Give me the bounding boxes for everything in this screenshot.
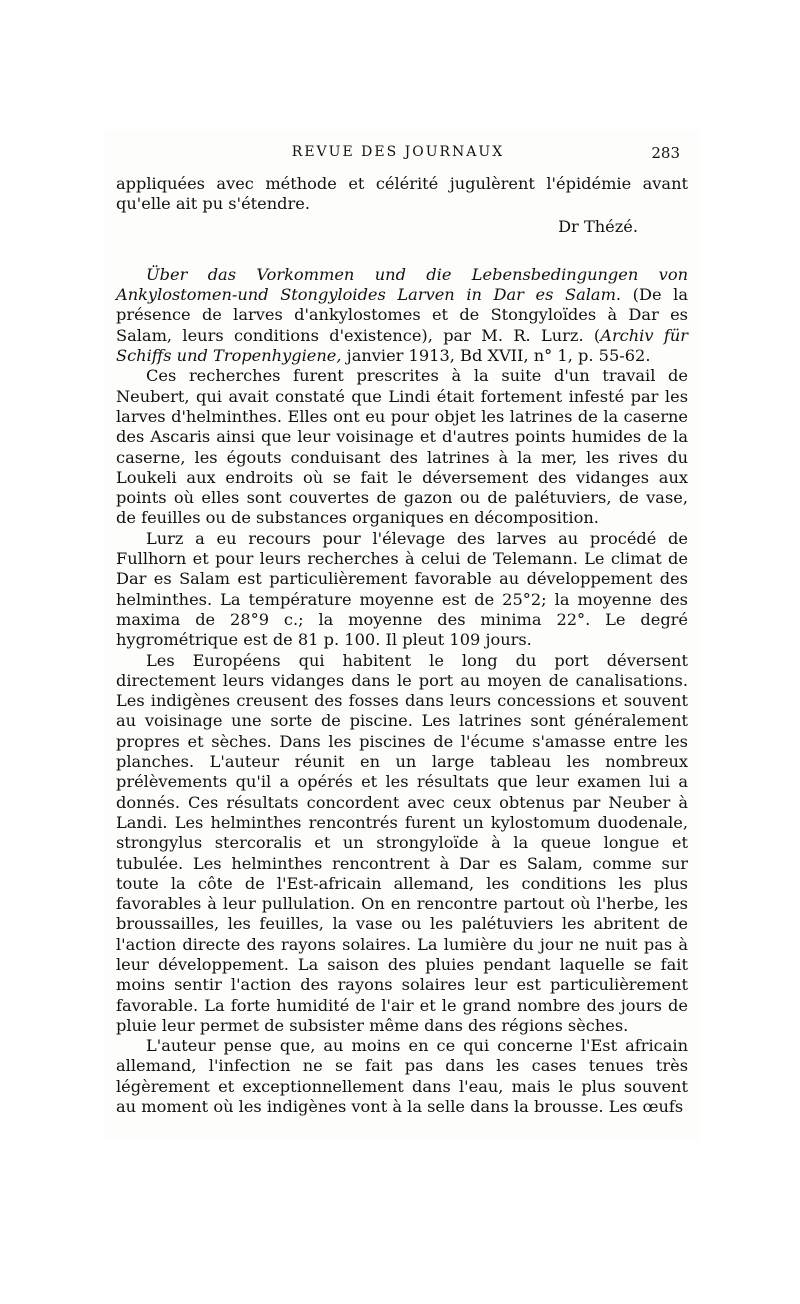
document-page xyxy=(104,130,700,1140)
paragraph: Ces recherches furent prescrites à la suite d'un travail de Neubert, qui avait constaté que Lindi était fortement infesté par les larves d'helminthes. Elles ont eu pour objet les latrines de la caserne des Ascaris ainsi que leur voisinage et d'autres points humides de la caserne, les égouts conduisant des latrines à la mer, les rives du Loukeli aux endroits où se fait le déversement des vidanges aux points où elles sont couvertes de gazon ou de palétuviers, de vase, de feuilles ou de substances organiques en décomposition. xyxy=(116,366,688,528)
article-title: Über das Vorkommen und die Lebensbedingungen von Ankylostomen-und Stongyloides Larven in Dar es Salam. xyxy=(116,264,688,305)
journal-name: Archiv für Schiffs und Tropenhygiene, xyxy=(116,325,688,366)
paragraph-continuation: appliquées avec méthode et célérité jugulèrent l'épidémie avant qu'elle ait pu s'étendre. xyxy=(116,174,688,214)
paragraph: Les Européens qui habitent le long du port déversent directement leurs vidanges dans le port au moyen de canalisations. Les indigènes creusent des fosses dans leurs concessions et souvent au voisinage une sorte de piscine. Les latrines sont généralement propres et sèches. Dans les piscines de l'écume s'amasse entre les planches. L'auteur réunit en un large tableau les nombreux prélèvements qu'il a opérés et les résultats que leur examen lui a donnés. Ces résultats concordent avec ceux obtenus par Neuber à Landi. Les helminthes rencontrés furent un kylostomum duodenale, strongylus stercoralis et un strongyloïde à la queue longue et tubulée. Les helminthes rencontrent à Dar es Salam, comme sur toute la côte de l'Est-africain allemand, les conditions les plus favorables à leur pullulation. On en rencontre partout où l'herbe, les broussailles, les feuilles, la vase ou les palétuviers les abritent de l'action directe des rayons solaires. La lumière du jour ne nuit pas à leur développement. La saison des pluies pendant laquelle se fait moins sentir l'action des rayons solaires leur est particulièrement favorable. La forte humidité de l'air et le grand nombre des jours de pluie leur permet de subsister même dans des régions sèches. xyxy=(116,650,688,1035)
author-signature: Dr Thézé. xyxy=(558,216,638,236)
article-reference xyxy=(116,265,688,366)
article-reference-text: (De la présence de larves d'ankylostomes et de Stongyloïdes à Dar es Salam, leurs conditions d'existence), par M. R. Lurz. ( xyxy=(116,285,688,345)
body-text xyxy=(116,174,688,1117)
section-gap xyxy=(116,237,688,265)
article-citation: janvier 1913, Bd XVII, n° 1, p. 55-62. xyxy=(341,346,651,366)
paragraph: Lurz a eu recours pour l'élevage des larves au procédé de Fullhorn et pour leurs recherches à celui de Telemann. Le climat de Dar es Salam est particulièrement favorable au développement des helminthes. La température moyenne est de 25°2; la moyenne des maxima de 28°9 c.; la moyenne des minima 22°. Le degré hygrométrique est de 81 p. 100. Il pleut 109 jours. xyxy=(116,528,688,650)
page-header xyxy=(104,144,692,164)
page-number: 283 xyxy=(651,144,680,162)
paragraph: L'auteur pense que, au moins en ce qui concerne l'Est africain allemand, l'infection ne se fait pas dans les cases tenues très légèrement et exceptionnellement dans l'eau, mais le plus souvent au moment où les indigènes vont à la selle dans la brousse. Les œufs xyxy=(116,1036,688,1117)
running-head: REVUE DES JOURNAUX xyxy=(291,144,505,160)
